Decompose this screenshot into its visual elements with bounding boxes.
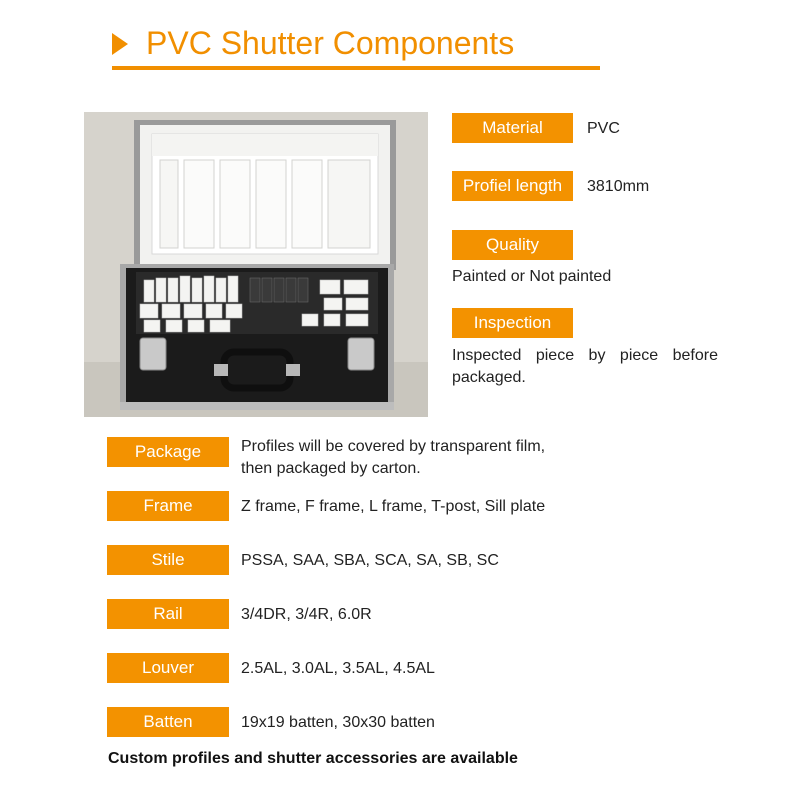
inspection-label: Inspection: [452, 308, 573, 338]
material-label: Material: [452, 113, 573, 143]
quality-value: Painted or Not painted: [452, 268, 612, 285]
stile-value: PSSA, SAA, SBA, SCA, SA, SB, SC: [241, 552, 499, 569]
profile-length-label: Profiel length: [452, 171, 573, 201]
sample-case-image: [84, 112, 428, 417]
inspection-value-line1: Inspected piece by piece before: [452, 347, 718, 364]
title-arrow-icon: [112, 33, 128, 55]
package-value-line2: then packaged by carton.: [241, 460, 421, 477]
footer-note: Custom profiles and shutter accessories are available: [108, 750, 518, 767]
batten-value: 19x19 batten, 30x30 batten: [241, 714, 435, 731]
page-title: PVC Shutter Components: [146, 25, 515, 61]
product-photo: [84, 112, 428, 417]
louver-label: Louver: [107, 653, 229, 683]
inspection-value-line2: packaged.: [452, 369, 526, 386]
stile-label: Stile: [107, 545, 229, 575]
profile-length-value: 3810mm: [587, 178, 650, 195]
batten-label: Batten: [107, 707, 229, 737]
rail-value: 3/4DR, 3/4R, 6.0R: [241, 606, 372, 623]
material-value: PVC: [587, 120, 620, 137]
frame-value: Z frame, F frame, L frame, T-post, Sill plate: [241, 498, 546, 515]
frame-label: Frame: [107, 491, 229, 521]
rail-label: Rail: [107, 599, 229, 629]
package-value-line1: Profiles will be covered by transparent film,: [241, 438, 546, 455]
package-label: Package: [107, 437, 229, 467]
quality-label: Quality: [452, 230, 573, 260]
louver-value: 2.5AL, 3.0AL, 3.5AL, 4.5AL: [241, 660, 435, 677]
title-underline: [112, 66, 600, 70]
